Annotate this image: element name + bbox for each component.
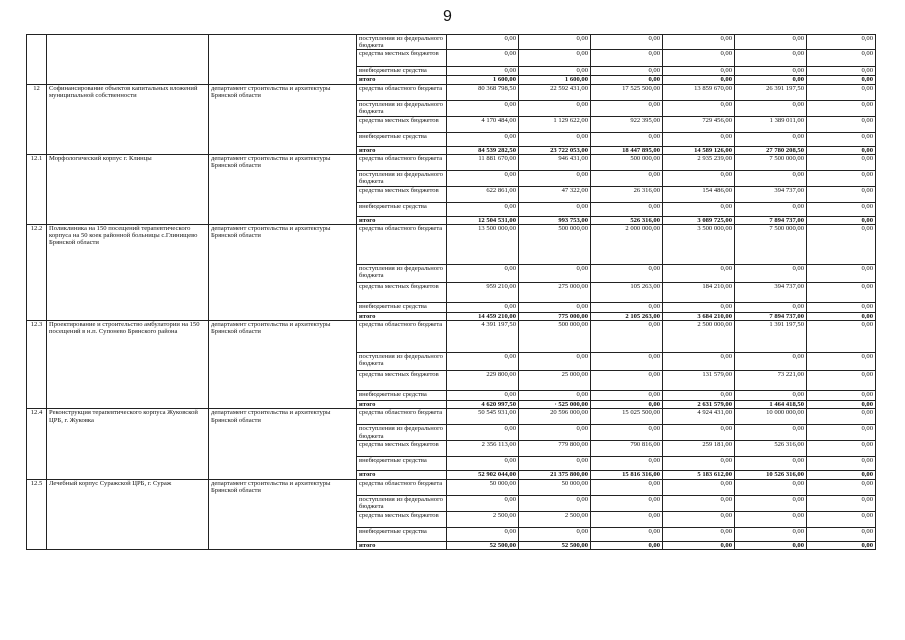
row-index — [27, 35, 47, 85]
amount-cell: 622 861,00 — [447, 186, 519, 202]
funding-source: поступления из федерального бюджета — [357, 100, 447, 116]
object-name: Поликлиника на 150 посещений терапевтического корпуса на 50 коек районной больницы с.Глинищево Брянской области — [47, 225, 209, 321]
amount-cell: 0,00 — [591, 425, 663, 441]
page-number: 9 — [443, 8, 452, 25]
amount-cell: 0,00 — [735, 132, 807, 146]
amount-cell: 14 589 126,00 — [663, 146, 735, 154]
responsible-dept: департамент строительства и архитектуры Брянской области — [209, 225, 357, 321]
funding-source: внебюджетные средства — [357, 527, 447, 541]
amount-cell: 0,00 — [591, 401, 663, 409]
amount-cell: 23 722 053,00 — [519, 146, 591, 154]
funding-source: итого — [357, 313, 447, 321]
amount-cell: 0,00 — [807, 457, 876, 471]
amount-cell: 154 486,00 — [663, 186, 735, 202]
amount-cell: 0,00 — [447, 527, 519, 541]
amount-cell: 0,00 — [663, 202, 735, 216]
table-row — [27, 225, 876, 265]
amount-cell: 17 525 500,00 — [591, 84, 663, 100]
funding-source: средства местных бюджетов — [357, 50, 447, 67]
funding-source: поступления из федерального бюджета — [357, 425, 447, 441]
amount-cell: 1 600,00 — [447, 76, 519, 84]
funding-source: поступления из федерального бюджета — [357, 265, 447, 283]
amount-cell: 0,00 — [663, 541, 735, 549]
amount-cell: 2 500,00 — [447, 511, 519, 527]
amount-cell: 0,00 — [807, 353, 876, 371]
amount-cell: 4 170 484,00 — [447, 116, 519, 132]
amount-cell: 0,00 — [807, 313, 876, 321]
amount-cell: 0,00 — [735, 511, 807, 527]
amount-cell: 0,00 — [447, 353, 519, 371]
amount-cell: 26 316,00 — [591, 186, 663, 202]
amount-cell: 0,00 — [735, 76, 807, 84]
amount-cell: 0,00 — [591, 353, 663, 371]
amount-cell: 0,00 — [663, 303, 735, 313]
row-index: 12.1 — [27, 154, 47, 224]
funding-source: средства областного бюджета — [357, 225, 447, 265]
amount-cell: 0,00 — [519, 391, 591, 401]
amount-cell: 0,00 — [591, 202, 663, 216]
table-row — [27, 35, 876, 50]
amount-cell: 73 221,00 — [735, 371, 807, 391]
amount-cell: 0,00 — [735, 265, 807, 283]
amount-cell: 0,00 — [807, 441, 876, 457]
amount-cell: 0,00 — [519, 100, 591, 116]
row-index: 12 — [27, 84, 47, 154]
object-name: Лечебный корпус Суражской ЦРБ, г. Сураж — [47, 479, 209, 549]
amount-cell: 0,00 — [807, 216, 876, 224]
amount-cell: 0,00 — [807, 202, 876, 216]
amount-cell: 0,00 — [591, 371, 663, 391]
funding-source: итого — [357, 146, 447, 154]
amount-cell: 0,00 — [735, 495, 807, 511]
funding-source: поступления из федерального бюджета — [357, 353, 447, 371]
amount-cell: 0,00 — [735, 353, 807, 371]
funding-source: итого — [357, 76, 447, 84]
amount-cell: 10 000 000,00 — [735, 409, 807, 425]
amount-cell: 14 459 210,00 — [447, 313, 519, 321]
amount-cell: 2 500,00 — [519, 511, 591, 527]
row-index: 12.5 — [27, 479, 47, 549]
amount-cell: 0,00 — [807, 371, 876, 391]
amount-cell: 0,00 — [735, 202, 807, 216]
amount-cell: 0,00 — [447, 202, 519, 216]
amount-cell: 0,00 — [807, 321, 876, 353]
responsible-dept: департамент строительства и архитектуры Брянской области — [209, 409, 357, 479]
amount-cell: 4 924 431,00 — [663, 409, 735, 425]
amount-cell: 131 579,00 — [663, 371, 735, 391]
amount-cell: 0,00 — [735, 170, 807, 186]
funding-source: поступления из федерального бюджета — [357, 35, 447, 50]
amount-cell: 50 545 931,00 — [447, 409, 519, 425]
amount-cell: 0,00 — [807, 76, 876, 84]
amount-cell: 0,00 — [807, 265, 876, 283]
amount-cell: 4 391 197,50 — [447, 321, 519, 353]
amount-cell: 20 596 000,00 — [519, 409, 591, 425]
amount-cell: 3 684 210,00 — [663, 313, 735, 321]
funding-source: внебюджетные средства — [357, 391, 447, 401]
amount-cell: 729 456,00 — [663, 116, 735, 132]
amount-cell: 0,00 — [663, 495, 735, 511]
amount-cell: 0,00 — [807, 67, 876, 76]
row-index: 12.4 — [27, 409, 47, 479]
amount-cell: 0,00 — [663, 35, 735, 50]
amount-cell: 13 500 000,00 — [447, 225, 519, 265]
table-row — [27, 321, 876, 353]
amount-cell: 0,00 — [591, 67, 663, 76]
amount-cell: 21 375 800,00 — [519, 471, 591, 479]
amount-cell: 0,00 — [519, 202, 591, 216]
amount-cell: 12 504 531,00 — [447, 216, 519, 224]
amount-cell: 0,00 — [591, 265, 663, 283]
amount-cell: 2 500 000,00 — [663, 321, 735, 353]
amount-cell: 0,00 — [663, 100, 735, 116]
amount-cell: 0,00 — [591, 391, 663, 401]
amount-cell: 0,00 — [735, 50, 807, 67]
funding-source: внебюджетные средства — [357, 132, 447, 146]
funding-source: средства местных бюджетов — [357, 116, 447, 132]
amount-cell: 0,00 — [663, 50, 735, 67]
table-row — [27, 84, 876, 100]
amount-cell: 0,00 — [447, 425, 519, 441]
funding-source: средства областного бюджета — [357, 84, 447, 100]
amount-cell: 7 500 000,00 — [735, 154, 807, 170]
responsible-dept: департамент строительства и архитектуры Брянской области — [209, 154, 357, 224]
amount-cell: 184 210,00 — [663, 283, 735, 303]
amount-cell: 0,00 — [519, 35, 591, 50]
funding-source: поступления из федерального бюджета — [357, 170, 447, 186]
amount-cell: 2 105 263,00 — [591, 313, 663, 321]
amount-cell: 0,00 — [807, 84, 876, 100]
amount-cell: 0,00 — [663, 527, 735, 541]
amount-cell: 500 000,00 — [591, 154, 663, 170]
funding-source: итого — [357, 471, 447, 479]
amount-cell: 0,00 — [807, 511, 876, 527]
amount-cell: 0,00 — [519, 265, 591, 283]
amount-cell: 1 129 622,00 — [519, 116, 591, 132]
amount-cell: 775 000,00 — [519, 313, 591, 321]
amount-cell: 105 263,00 — [591, 283, 663, 303]
amount-cell: 0,00 — [447, 50, 519, 67]
amount-cell: 26 391 197,50 — [735, 84, 807, 100]
amount-cell: 993 753,00 — [519, 216, 591, 224]
amount-cell: 5 183 612,00 — [663, 471, 735, 479]
amount-cell: 0,00 — [663, 265, 735, 283]
amount-cell: 2 935 239,00 — [663, 154, 735, 170]
funding-source: средства областного бюджета — [357, 321, 447, 353]
object-name: Реконструкция терапевтического корпуса Жуковской ЦРБ, г. Жуковка — [47, 409, 209, 479]
amount-cell: 7 894 737,00 — [735, 313, 807, 321]
amount-cell: 80 368 798,50 — [447, 84, 519, 100]
amount-cell: 0,00 — [519, 170, 591, 186]
funding-source: средства областного бюджета — [357, 479, 447, 495]
amount-cell: 27 780 208,50 — [735, 146, 807, 154]
amount-cell: 0,00 — [519, 50, 591, 67]
amount-cell: 0,00 — [591, 511, 663, 527]
amount-cell: 0,00 — [519, 527, 591, 541]
amount-cell: 13 859 670,00 — [663, 84, 735, 100]
amount-cell: 959 210,00 — [447, 283, 519, 303]
amount-cell: 52 500,00 — [447, 541, 519, 549]
amount-cell: 0,00 — [807, 116, 876, 132]
amount-cell: 25 000,00 — [519, 371, 591, 391]
row-index: 12.2 — [27, 225, 47, 321]
responsible-dept: департамент строительства и архитектуры Брянской области — [209, 321, 357, 409]
amount-cell: 500 000,00 — [519, 321, 591, 353]
amount-cell: 0,00 — [447, 391, 519, 401]
amount-cell: 0,00 — [591, 170, 663, 186]
funding-source: средства местных бюджетов — [357, 371, 447, 391]
responsible-dept: департамент строительства и архитектуры Брянской области — [209, 479, 357, 549]
amount-cell: 0,00 — [735, 303, 807, 313]
amount-cell: 1 464 418,50 — [735, 401, 807, 409]
amount-cell: 0,00 — [735, 479, 807, 495]
amount-cell: 0,00 — [735, 35, 807, 50]
funding-source: внебюджетные средства — [357, 67, 447, 76]
amount-cell: 0,00 — [807, 283, 876, 303]
amount-cell: 0,00 — [807, 425, 876, 441]
amount-cell: 0,00 — [591, 321, 663, 353]
amount-cell: 0,00 — [735, 527, 807, 541]
amount-cell: 18 447 895,00 — [591, 146, 663, 154]
amount-cell: 0,00 — [519, 67, 591, 76]
amount-cell: 0,00 — [591, 495, 663, 511]
amount-cell: 50 000,00 — [519, 479, 591, 495]
amount-cell: 0,00 — [807, 170, 876, 186]
amount-cell: 0,00 — [447, 495, 519, 511]
amount-cell: 0,00 — [447, 35, 519, 50]
amount-cell: 2 356 113,00 — [447, 441, 519, 457]
object-name: Морфологический корпус г. Клинцы — [47, 154, 209, 224]
amount-cell: 0,00 — [663, 457, 735, 471]
amount-cell: 84 539 282,50 — [447, 146, 519, 154]
object-name: Проектирование и строительство амбулатории на 150 посещений в н.п. Супонево Брянского района — [47, 321, 209, 409]
amount-cell: 0,00 — [591, 50, 663, 67]
amount-cell: 0,00 — [591, 132, 663, 146]
amount-cell: 0,00 — [807, 35, 876, 50]
amount-cell: 0,00 — [591, 303, 663, 313]
funding-source: средства местных бюджетов — [357, 283, 447, 303]
amount-cell: 0,00 — [735, 67, 807, 76]
amount-cell: 1 600,00 — [519, 76, 591, 84]
amount-cell: 15 025 500,00 — [591, 409, 663, 425]
amount-cell: 2 631 579,00 — [663, 401, 735, 409]
amount-cell: 0,00 — [807, 391, 876, 401]
amount-cell: 0,00 — [807, 100, 876, 116]
amount-cell: 0,00 — [447, 100, 519, 116]
object-name: Софинансирование объектов капитальных вложений муниципальной собственности — [47, 84, 209, 154]
amount-cell: 0,00 — [663, 67, 735, 76]
table-body — [27, 35, 876, 550]
amount-cell: 0,00 — [807, 495, 876, 511]
amount-cell: 0,00 — [735, 457, 807, 471]
amount-cell: 0,00 — [807, 527, 876, 541]
amount-cell: 1 389 011,00 — [735, 116, 807, 132]
amount-cell: 0,00 — [591, 479, 663, 495]
amount-cell: 3 089 725,00 — [663, 216, 735, 224]
amount-cell: 52 902 044,00 — [447, 471, 519, 479]
amount-cell: 2 000 000,00 — [591, 225, 663, 265]
amount-cell: 0,00 — [807, 303, 876, 313]
funding-source: итого — [357, 541, 447, 549]
amount-cell: 0,00 — [447, 132, 519, 146]
amount-cell: 0,00 — [663, 391, 735, 401]
amount-cell: 0,00 — [447, 265, 519, 283]
amount-cell: · 525 000,00 — [519, 401, 591, 409]
amount-cell: 10 526 316,00 — [735, 471, 807, 479]
funding-source: средства областного бюджета — [357, 409, 447, 425]
amount-cell: 0,00 — [807, 541, 876, 549]
amount-cell: 7 500 000,00 — [735, 225, 807, 265]
amount-cell: 394 737,00 — [735, 186, 807, 202]
amount-cell: 0,00 — [591, 541, 663, 549]
amount-cell: 0,00 — [519, 132, 591, 146]
amount-cell: 229 800,00 — [447, 371, 519, 391]
amount-cell: 0,00 — [447, 303, 519, 313]
amount-cell: 52 500,00 — [519, 541, 591, 549]
funding-source: средства местных бюджетов — [357, 511, 447, 527]
amount-cell: 0,00 — [735, 100, 807, 116]
amount-cell: 790 816,00 — [591, 441, 663, 457]
funding-source: внебюджетные средства — [357, 202, 447, 216]
amount-cell: 0,00 — [447, 67, 519, 76]
funding-source: поступления из федерального бюджета — [357, 495, 447, 511]
amount-cell: 11 881 670,00 — [447, 154, 519, 170]
amount-cell: 0,00 — [663, 353, 735, 371]
amount-cell: 15 816 316,00 — [591, 471, 663, 479]
amount-cell: 0,00 — [591, 35, 663, 50]
table-row — [27, 479, 876, 495]
amount-cell: 0,00 — [663, 76, 735, 84]
amount-cell: 0,00 — [807, 186, 876, 202]
amount-cell: 47 322,00 — [519, 186, 591, 202]
table-row — [27, 154, 876, 170]
amount-cell: 0,00 — [735, 391, 807, 401]
amount-cell: 0,00 — [807, 409, 876, 425]
amount-cell: 0,00 — [663, 479, 735, 495]
amount-cell: 0,00 — [519, 303, 591, 313]
amount-cell: 394 737,00 — [735, 283, 807, 303]
amount-cell: 0,00 — [807, 479, 876, 495]
amount-cell: 0,00 — [519, 457, 591, 471]
amount-cell: 0,00 — [447, 170, 519, 186]
amount-cell: 0,00 — [519, 425, 591, 441]
amount-cell: 0,00 — [807, 154, 876, 170]
amount-cell: 0,00 — [663, 170, 735, 186]
amount-cell: 0,00 — [591, 100, 663, 116]
amount-cell: 500 000,00 — [519, 225, 591, 265]
amount-cell: 3 500 000,00 — [663, 225, 735, 265]
funding-source: итого — [357, 216, 447, 224]
funding-source: итого — [357, 401, 447, 409]
amount-cell: 0,00 — [591, 76, 663, 84]
amount-cell: 0,00 — [735, 425, 807, 441]
amount-cell: 0,00 — [807, 401, 876, 409]
amount-cell: 0,00 — [807, 132, 876, 146]
amount-cell: 0,00 — [663, 425, 735, 441]
amount-cell: 946 431,00 — [519, 154, 591, 170]
amount-cell: 0,00 — [591, 527, 663, 541]
amount-cell: 526 316,00 — [735, 441, 807, 457]
amount-cell: 0,00 — [591, 457, 663, 471]
funding-source: средства областного бюджета — [357, 154, 447, 170]
amount-cell: 0,00 — [519, 353, 591, 371]
amount-cell: 922 395,00 — [591, 116, 663, 132]
amount-cell: 275 000,00 — [519, 283, 591, 303]
amount-cell: 259 181,00 — [663, 441, 735, 457]
budget-table — [26, 34, 876, 550]
amount-cell: 50 000,00 — [447, 479, 519, 495]
row-index: 12.3 — [27, 321, 47, 409]
amount-cell: 0,00 — [663, 132, 735, 146]
funding-source: средства местных бюджетов — [357, 186, 447, 202]
amount-cell: 526 316,00 — [591, 216, 663, 224]
amount-cell: 4 620 997,50 — [447, 401, 519, 409]
amount-cell: 0,00 — [519, 495, 591, 511]
funding-source: внебюджетные средства — [357, 457, 447, 471]
amount-cell: 0,00 — [807, 146, 876, 154]
amount-cell: 22 592 431,00 — [519, 84, 591, 100]
funding-source: средства местных бюджетов — [357, 441, 447, 457]
amount-cell: 7 894 737,00 — [735, 216, 807, 224]
table-row — [27, 409, 876, 425]
amount-cell: 0,00 — [807, 50, 876, 67]
responsible-dept: департамент строительства и архитектуры Брянской области — [209, 84, 357, 154]
amount-cell: 779 800,00 — [519, 441, 591, 457]
object-name — [47, 35, 209, 85]
responsible-dept — [209, 35, 357, 85]
amount-cell: 0,00 — [663, 511, 735, 527]
amount-cell: 0,00 — [735, 541, 807, 549]
amount-cell: 0,00 — [447, 457, 519, 471]
amount-cell: 0,00 — [807, 471, 876, 479]
funding-source: внебюджетные средства — [357, 303, 447, 313]
amount-cell: 1 391 197,50 — [735, 321, 807, 353]
amount-cell: 0,00 — [807, 225, 876, 265]
